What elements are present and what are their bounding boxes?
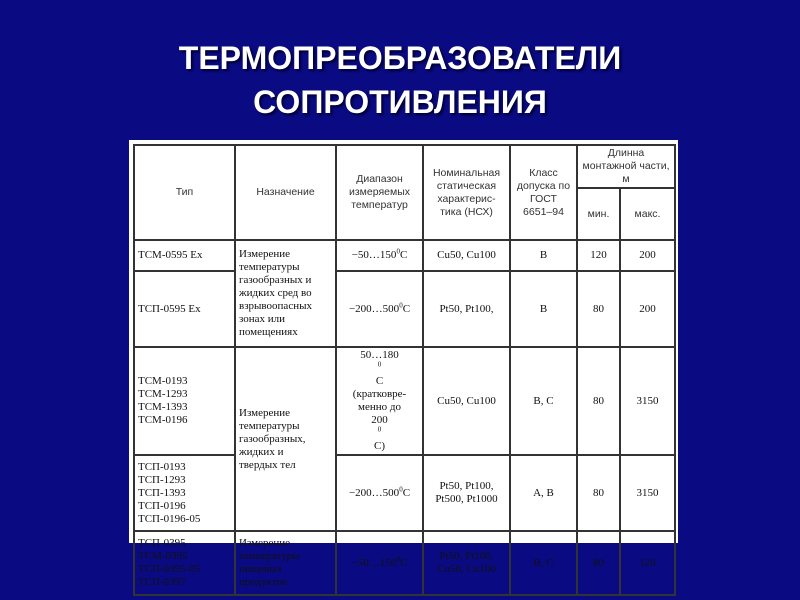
degree-sup: 0 <box>396 554 400 563</box>
range-value: 50…180 <box>360 349 399 361</box>
type-name: ТСП-0395-05 <box>138 563 201 575</box>
max-cell: 200 <box>620 271 675 347</box>
type-cell <box>134 271 235 347</box>
sensor-table <box>133 144 676 596</box>
range-value: −50…150 <box>351 249 397 261</box>
range-cell <box>336 240 423 271</box>
nsx-line: Pt50, Pt100, <box>439 550 494 562</box>
header-range: Диапазон измеряемых температур <box>336 145 423 240</box>
purpose-line: продуктов <box>239 576 288 588</box>
range-unit: С <box>399 556 408 569</box>
header-min: мин. <box>577 188 620 240</box>
range-line <box>340 349 419 388</box>
nsx-cell: Cu50, Cu100 <box>423 347 510 455</box>
purpose-line: Измерение <box>239 248 291 260</box>
purpose-line: жидких сред во <box>239 287 312 299</box>
header-max: макс. <box>620 188 675 240</box>
purpose-line: помещениях <box>239 326 298 338</box>
min-cell: 80 <box>577 531 620 595</box>
purpose-line: Измерение <box>239 406 291 419</box>
purpose-cell <box>235 347 336 531</box>
table-row <box>134 347 675 455</box>
class-cell: B <box>510 240 577 271</box>
purpose-line: температуры <box>239 261 300 273</box>
range-unit: С <box>399 249 408 261</box>
purpose-cell <box>235 531 336 595</box>
type-name: ТСМ-0595 Ex <box>138 249 203 261</box>
table-row <box>134 455 675 531</box>
class-cell: A, B <box>510 455 577 531</box>
purpose-cell <box>235 240 336 347</box>
type-cell <box>134 531 235 595</box>
purpose-line: взрывоопасных <box>239 300 312 312</box>
min-cell: 120 <box>577 240 620 271</box>
range-unit: С <box>402 486 411 499</box>
nsx-line: Pt50, Pt100, <box>439 480 494 492</box>
degree-sup: 0 <box>399 484 403 493</box>
max-cell: 120 <box>620 531 675 595</box>
type-name: ТСП-0193 <box>138 460 186 473</box>
type-name: ТСМ-0193 <box>138 375 188 387</box>
degree-sup: 0 <box>399 300 403 309</box>
purpose-line: газообразных и <box>239 274 312 286</box>
type-name: ТСМ-1393 <box>138 401 188 413</box>
header-length: Длинна монтажной части, м <box>577 145 675 188</box>
type-name: ТСП-0595 Ex <box>138 302 201 315</box>
range-cell <box>336 271 423 347</box>
range-line: менно до <box>358 401 401 413</box>
purpose-line: температуры <box>239 419 300 432</box>
min-cell: 80 <box>577 271 620 347</box>
purpose-line: жидких и <box>239 445 284 458</box>
range-cell <box>336 455 423 531</box>
nsx-line: Cu50, Cu100 <box>437 563 496 575</box>
max-cell: 3150 <box>620 347 675 455</box>
header-nsx: Номинальная статическая характерис-тика (НСХ) <box>423 145 510 240</box>
purpose-line: Измерение <box>239 537 291 549</box>
type-name: ТСП-1393 <box>138 486 186 499</box>
max-cell: 3150 <box>620 455 675 531</box>
type-name: ТСМ-0196 <box>138 414 188 426</box>
range-cell <box>336 531 423 595</box>
nsx-line: Pt500, Pt1000 <box>435 493 498 505</box>
nsx-cell: Cu50, Cu100 <box>423 240 510 271</box>
min-cell: 80 <box>577 347 620 455</box>
degree-sup: 0 <box>377 360 382 369</box>
max-cell: 200 <box>620 240 675 271</box>
range-line: (кратковре- <box>352 388 407 400</box>
nsx-cell <box>423 455 510 531</box>
type-name: ТСП-0397 <box>138 576 186 588</box>
header-purpose: Назначение <box>235 145 336 240</box>
purpose-line: температуры <box>239 550 300 562</box>
table-row <box>134 271 675 347</box>
class-cell: B, C <box>510 531 577 595</box>
range-unit: С <box>375 375 384 387</box>
type-name: ТСП-0395 <box>138 537 186 549</box>
type-name: ТСП-0196 <box>138 499 186 512</box>
purpose-line: твердых тел <box>239 458 296 471</box>
purpose-line: газообразных, <box>239 432 306 445</box>
header-class: Класс допуска по ГОСТ 6651–94 <box>510 145 577 240</box>
type-name: ТСМ-0395 <box>138 550 188 562</box>
class-cell: B, C <box>510 347 577 455</box>
type-cell <box>134 240 235 271</box>
range-value: −200…500 <box>348 486 400 499</box>
range-unit: С) <box>374 440 385 452</box>
title-line-2: СОПРОТИВЛЕНИЯ <box>253 84 547 120</box>
table-row <box>134 240 675 271</box>
class-cell: B <box>510 271 577 347</box>
nsx-cell: Pt50, Pt100, <box>423 271 510 347</box>
purpose-line: пищевых <box>239 563 283 575</box>
title-line-1: ТЕРМОПРЕОБРАЗОВАТЕЛИ <box>178 40 622 76</box>
range-value: −200…500 <box>348 302 400 315</box>
table-row <box>134 531 675 595</box>
min-cell: 80 <box>577 455 620 531</box>
purpose-line: зонах или <box>239 313 286 325</box>
degree-sup: 0 <box>377 425 382 434</box>
degree-sup: 0 <box>396 247 400 256</box>
slide-title <box>0 36 800 124</box>
type-cell <box>134 347 235 455</box>
type-name: ТСП-1293 <box>138 473 186 486</box>
nsx-cell <box>423 531 510 595</box>
header-type: Тип <box>134 145 235 240</box>
type-cell <box>134 455 235 531</box>
range-line <box>340 414 419 453</box>
range-value: −50…150 <box>351 556 397 569</box>
type-name: ТСП-0196-05 <box>138 512 201 525</box>
type-name: ТСМ-1293 <box>138 388 188 400</box>
range-unit: С <box>402 302 411 315</box>
range-value: 200 <box>371 414 388 426</box>
range-cell <box>336 347 423 455</box>
